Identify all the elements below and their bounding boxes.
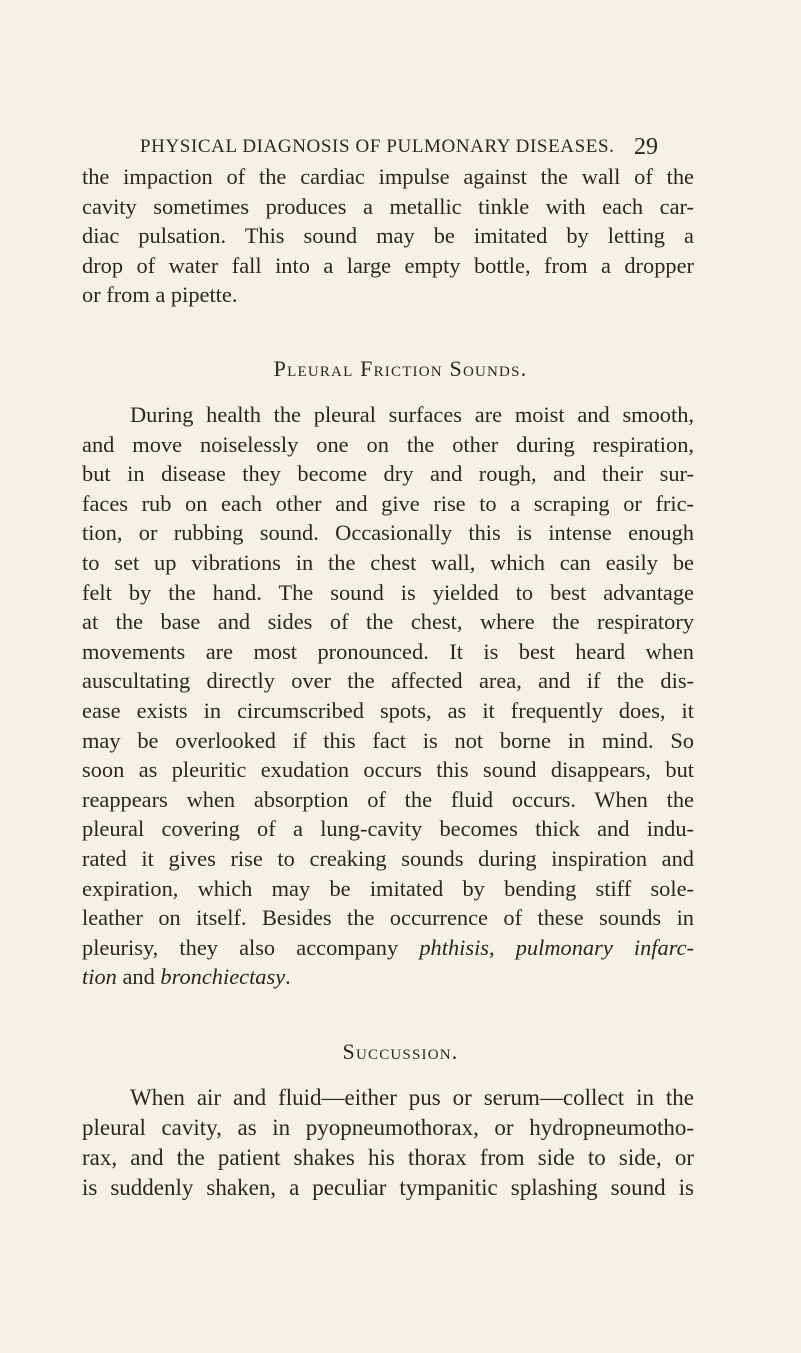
text-line: drop of water fall into a large empty bottle, from a dropper [82,252,694,278]
text-line: rax, and the patient shakes his thorax from side to side, or [82,1145,694,1170]
text-line: cavity sometimes produces a metallic tinkle with each car- [82,193,694,219]
paragraph-pleural-friction [82,400,694,992]
text-line: movements are most pronounced. It is best heard when [82,638,694,664]
italic-term-infarction-end: tion [82,964,117,990]
text-line: may be overlooked if this fact is not borne in mind. So [82,727,694,753]
text-line: the impaction of the cardiac impulse against the wall of the [82,164,694,189]
paragraph-succussion [82,1083,694,1203]
text-line-with-italics [82,962,694,992]
text-line: to set up vibrations in the chest wall, which can easily be [82,549,694,575]
text-run: pleurisy, they also accompany [82,934,420,960]
text-line: felt by the hand. The sound is yielded to best advantage [82,579,694,605]
text-line: faces rub on each other and give rise to a scraping or fric- [82,490,694,516]
section-heading-pleural-friction: Pleural Friction Sounds. [273,356,528,381]
text-line: at the base and sides of the chest, where the respiratory [82,609,694,635]
text-line: During health the pleural surfaces are moist and smooth, [130,402,694,427]
text-run: . [285,964,291,990]
text-line: but in disease they become dry and rough, and their sur- [82,461,694,487]
text-line-with-italics [82,933,694,963]
text-run: , [489,934,516,960]
paragraph-cardiac-impulse [82,162,694,310]
text-line: reappears when absorption of the fluid occurs. When the [82,786,694,812]
section-heading-succussion: Succussion. [342,1039,459,1064]
text-line: leather on itself. Besides the occurrence of these sounds in [82,905,694,931]
italic-term-bronchiectasy: bronchiectasy [160,964,286,990]
text-line: pleural cavity, as in pyopneumothorax, or hydropneumotho- [82,1115,694,1140]
text-line: When air and fluid—either pus or serum—collect in the [130,1085,694,1110]
text-line: and move noiselessly one on the other during respiration, [82,431,694,457]
text-line: soon as pleuritic exudation occurs this sound disappears, but [82,757,694,783]
text-line: or from a pipette. [82,282,238,308]
text-line: diac pulsation. This sound may be imitated by letting a [82,223,694,249]
text-line: rated it gives rise to creaking sounds during inspiration and [82,845,694,871]
text-line: tion, or rubbing sound. Occasionally this is intense enough [82,520,694,546]
text-run: and [116,964,161,990]
page-number: 29 [634,134,658,160]
text-line: pleural covering of a lung-cavity becomes thick and indu- [82,816,694,842]
italic-term-pulmonary-infarction: pulmonary infarc- [515,934,694,960]
text-line: ease exists in circumscribed spots, as it frequently does, it [82,697,694,723]
text-line: is suddenly shaken, a peculiar tympanitic splashing sound is [82,1175,694,1200]
italic-term-phthisis: phthisis [419,934,490,960]
text-line: auscultating directly over the affected area, and if the dis- [82,668,694,694]
text-line: expiration, which may be imitated by bending stiff sole- [82,875,694,901]
running-head: PHYSICAL DIAGNOSIS OF PULMONARY DISEASES. [140,136,615,157]
